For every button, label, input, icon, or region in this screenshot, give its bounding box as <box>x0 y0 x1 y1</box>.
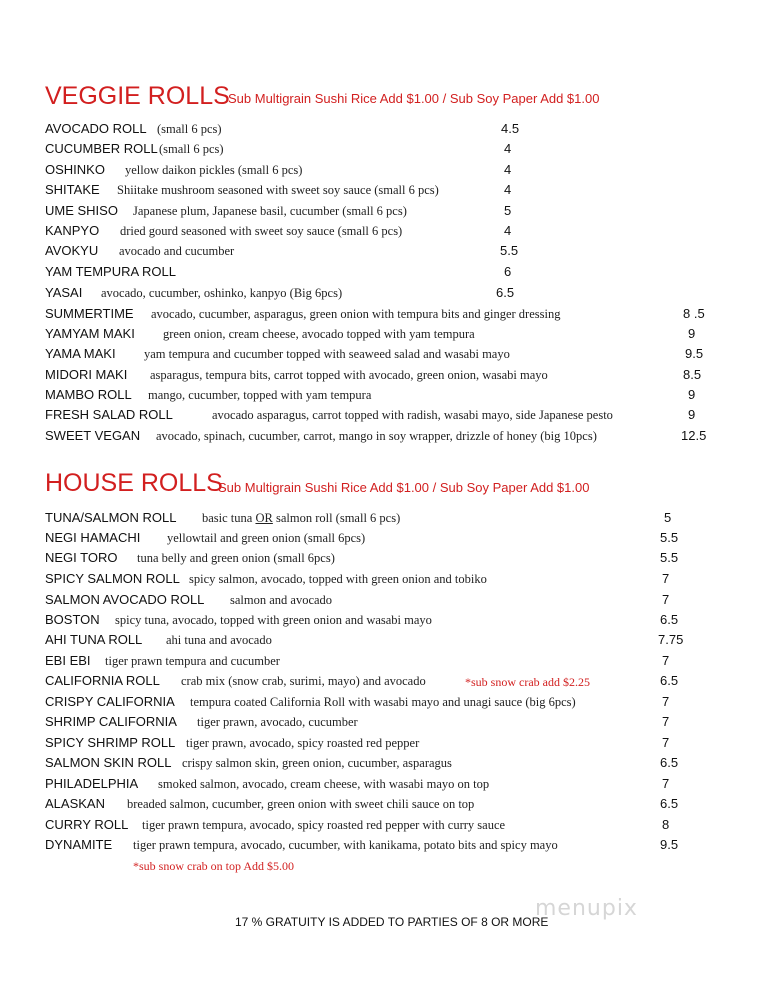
item-name: CURRY ROLL <box>45 817 129 832</box>
item-price: 9 <box>688 387 696 402</box>
item-price: 5.5 <box>500 243 519 258</box>
item-name: SPICY SALMON ROLL <box>45 571 180 586</box>
item-price: 7 <box>662 714 670 729</box>
item-desc: crispy salmon skin, green onion, cucumber, asparagus <box>182 756 452 770</box>
item-price: 4 <box>504 162 512 177</box>
item-desc: ahi tuna and avocado <box>166 633 272 647</box>
item-desc: tiger prawn tempura, avocado, spicy roasted red pepper with curry sauce <box>142 818 506 832</box>
item-price: 9 <box>688 407 696 422</box>
item-price: 4.5 <box>501 121 520 136</box>
item-price: 7 <box>662 776 670 791</box>
veggie-rolls-title: VEGGIE ROLLS <box>45 82 230 110</box>
item-name: BOSTON <box>45 612 100 627</box>
gratuity-notice: 17 % GRATUITY IS ADDED TO PARTIES OF 8 OR MORE <box>235 915 549 929</box>
item-price: 7 <box>662 735 670 750</box>
item-desc: tiger prawn, avocado, cucumber <box>197 715 358 729</box>
item-price: 8 .5 <box>683 306 705 321</box>
item-desc <box>202 511 400 526</box>
item-name: AHI TUNA ROLL <box>45 632 143 647</box>
item-price: 5.5 <box>660 550 679 565</box>
item-name: PHILADELPHIA <box>45 776 139 791</box>
item-desc: avocado, spinach, cucumber, carrot, mango in soy wrapper, drizzle of honey (big 10pcs) <box>156 429 597 443</box>
item-name: YAM TEMPURA ROLL <box>45 264 176 279</box>
item-price: 8.5 <box>683 367 702 382</box>
item-desc: mango, cucumber, topped with yam tempura <box>148 388 372 402</box>
item-desc: asparagus, tempura bits, carrot topped with avocado, green onion, wasabi mayo <box>150 368 548 382</box>
item-desc: tiger prawn tempura, avocado, cucumber, with kanikama, potato bits and spicy mayo <box>133 838 558 852</box>
item-desc: avocado and cucumber <box>119 244 235 258</box>
item-name: YASAI <box>45 285 83 300</box>
item-desc: avocado, cucumber, oshinko, kanpyo (Big 6pcs) <box>101 286 343 300</box>
item-desc-part: basic tuna <box>202 511 256 525</box>
item-name: TUNA/SALMON ROLL <box>45 510 177 525</box>
item-name: AVOCADO ROLL <box>45 121 147 136</box>
item-price: 6.5 <box>660 755 679 770</box>
item-price: 8 <box>662 817 670 832</box>
snow-crab-note: *sub snow crab add $2.25 <box>465 675 590 689</box>
item-desc: crab mix (snow crab, surimi, mayo) and avocado <box>181 674 426 688</box>
watermark-logo: menupix <box>535 896 638 921</box>
item-price: 6.5 <box>496 285 515 300</box>
item-price: 7.75 <box>658 632 684 647</box>
house-rolls-title: HOUSE ROLLS <box>45 469 223 497</box>
item-name: FRESH SALAD ROLL <box>45 407 173 422</box>
item-price: 4 <box>504 141 512 156</box>
item-desc: tiger prawn tempura and cucumber <box>105 654 280 668</box>
item-price: 6.5 <box>660 796 679 811</box>
item-desc-underlined: OR <box>255 511 273 525</box>
item-desc: avocado asparagus, carrot topped with radish, wasabi mayo, side Japanese pesto <box>212 408 613 422</box>
item-name: CUCUMBER ROLL <box>45 141 158 156</box>
item-desc: smoked salmon, avocado, cream cheese, with wasabi mayo on top <box>158 777 490 791</box>
item-desc-part: salmon roll (small 6 pcs) <box>272 511 401 525</box>
item-price: 5 <box>664 510 672 525</box>
item-desc: yellow daikon pickles (small 6 pcs) <box>125 163 303 177</box>
item-price: 9.5 <box>660 837 679 852</box>
item-desc: green onion, cream cheese, avocado topped with yam tempura <box>163 327 475 341</box>
item-price: 9.5 <box>685 346 704 361</box>
item-name: SWEET VEGAN <box>45 428 141 443</box>
item-name: MAMBO ROLL <box>45 387 132 402</box>
item-price: 5.5 <box>660 530 679 545</box>
item-desc: avocado, cucumber, asparagus, green onion with tempura bits and ginger dressing <box>151 307 561 321</box>
item-name: NEGI TORO <box>45 550 118 565</box>
item-price: 6 <box>504 264 512 279</box>
item-name: SHRIMP CALIFORNIA <box>45 714 177 729</box>
item-name: SUMMERTIME <box>45 306 134 321</box>
item-desc: dried gourd seasoned with sweet soy sauce (small 6 pcs) <box>120 224 403 238</box>
item-name: YAMYAM MAKI <box>45 326 135 341</box>
item-price: 7 <box>662 592 670 607</box>
item-price: 7 <box>662 571 670 586</box>
item-price: 4 <box>504 182 512 197</box>
item-name: ALASKAN <box>45 796 105 811</box>
item-desc: salmon and avocado <box>230 593 333 607</box>
item-price: 6.5 <box>660 673 679 688</box>
item-desc: yam tempura and cucumber topped with seaweed salad and wasabi mayo <box>144 347 510 361</box>
item-desc: yellowtail and green onion (small 6pcs) <box>167 531 366 545</box>
item-name: DYNAMITE <box>45 837 113 852</box>
item-desc: (small 6 pcs) <box>159 142 224 156</box>
item-name: SALMON SKIN ROLL <box>45 755 172 770</box>
item-price: 12.5 <box>681 428 707 443</box>
item-price: 7 <box>662 653 670 668</box>
item-desc: breaded salmon, cucumber, green onion with sweet chili sauce on top <box>127 797 475 811</box>
item-desc: spicy salmon, avocado, topped with green onion and tobiko <box>189 572 487 586</box>
item-price: 6.5 <box>660 612 679 627</box>
item-name: OSHINKO <box>45 162 105 177</box>
dynamite-snow-crab-note: *sub snow crab on top Add $5.00 <box>133 859 294 873</box>
item-price: 5 <box>504 203 512 218</box>
item-name: SHITAKE <box>45 182 100 197</box>
item-name: SPICY SHRIMP ROLL <box>45 735 176 750</box>
item-price: 9 <box>688 326 696 341</box>
veggie-rolls-subtitle: Sub Multigrain Sushi Rice Add $1.00 / Sub Soy Paper Add $1.00 <box>228 91 600 106</box>
item-name: CALIFORNIA ROLL <box>45 673 160 688</box>
item-name: AVOKYU <box>45 243 99 258</box>
item-name: YAMA MAKI <box>45 346 116 361</box>
item-name: CRISPY CALIFORNIA <box>45 694 175 709</box>
item-desc: tiger prawn, avocado, spicy roasted red pepper <box>186 736 420 750</box>
item-name: SALMON AVOCADO ROLL <box>45 592 205 607</box>
item-desc: Japanese plum, Japanese basil, cucumber (small 6 pcs) <box>133 204 407 218</box>
item-desc: Shiitake mushroom seasoned with sweet soy sauce (small 6 pcs) <box>117 183 439 197</box>
item-name: MIDORI MAKI <box>45 367 128 382</box>
item-desc: (small 6 pcs) <box>157 122 222 136</box>
item-price: 4 <box>504 223 512 238</box>
item-name: EBI EBI <box>45 653 91 668</box>
item-desc: tuna belly and green onion (small 6pcs) <box>137 551 335 565</box>
house-rolls-subtitle: Sub Multigrain Sushi Rice Add $1.00 / Sub Soy Paper Add $1.00 <box>218 480 590 495</box>
item-desc: spicy tuna, avocado, topped with green onion and wasabi mayo <box>115 613 432 627</box>
item-price: 7 <box>662 694 670 709</box>
item-name: KANPYO <box>45 223 100 238</box>
item-name: NEGI HAMACHI <box>45 530 141 545</box>
item-name: UME SHISO <box>45 203 118 218</box>
item-desc: tempura coated California Roll with wasabi mayo and unagi sauce (big 6pcs) <box>190 695 576 709</box>
